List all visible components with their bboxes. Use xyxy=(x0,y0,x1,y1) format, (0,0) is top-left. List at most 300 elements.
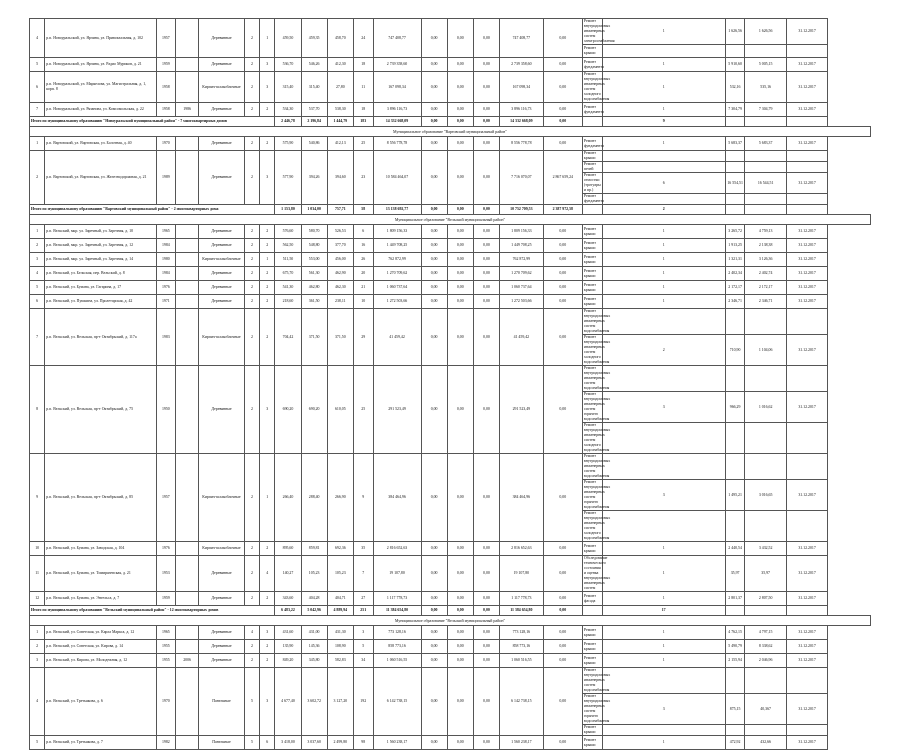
total-owners-funds: 10 752 709,53 xyxy=(500,205,544,215)
residents-count: 18 xyxy=(353,103,373,117)
row-number: 11 xyxy=(30,556,45,592)
unit-cost-limit: 710,90 xyxy=(725,335,745,366)
municipal-share: 0,00 xyxy=(473,640,499,654)
table-row xyxy=(30,654,871,668)
total-regional-share: 0,00 xyxy=(447,205,473,215)
floor-count: 2 xyxy=(244,253,259,267)
other-funds: 0,00 xyxy=(543,253,582,267)
floor-count: 2 xyxy=(244,19,259,58)
floor-count: 2 xyxy=(244,103,259,117)
completion-date: 31.12.2017 xyxy=(786,267,827,281)
completion-date: 31.12.2017 xyxy=(786,542,827,556)
private-area: 108,90 xyxy=(327,640,353,654)
fund-share: 0,00 xyxy=(421,72,447,103)
living-area: 288,40 xyxy=(301,454,327,542)
private-area: 266,90 xyxy=(327,454,353,542)
repair-work-type: Ремонт внутридомовых инженерных систем водоснабжения xyxy=(583,454,611,478)
wall-material: Деревянные xyxy=(199,137,245,151)
other-funds: 0,00 xyxy=(543,654,582,668)
district-total-row xyxy=(30,117,871,127)
living-area: 145,36 xyxy=(301,640,327,654)
fund-share: 0,00 xyxy=(421,626,447,640)
repair-work-type: Ремонт крыши xyxy=(582,225,602,239)
table-row xyxy=(30,454,871,480)
row-number: 5 xyxy=(30,58,45,72)
wall-material: Деревянные xyxy=(199,151,245,205)
register-sheet xyxy=(29,18,871,750)
floor-count: 5 xyxy=(244,736,259,750)
other-funds: 0,00 xyxy=(543,58,582,72)
year-built: 1971 xyxy=(156,295,176,309)
total-area: 3 418,00 xyxy=(275,736,301,750)
wall-material: Деревянные xyxy=(199,626,245,640)
repair-work-count: 3 xyxy=(602,392,725,423)
unit-cost-max: 2 172,17 xyxy=(745,281,786,295)
residents-count: 23 xyxy=(353,151,373,205)
total-area: 218,60 xyxy=(275,295,301,309)
total-owners-funds: 11 384 654,80 xyxy=(500,606,544,616)
row-number: 3 xyxy=(30,654,45,668)
regional-share: 0,00 xyxy=(447,253,473,267)
living-area: 561,30 xyxy=(301,267,327,281)
repair-work-type: Ремонт крыши xyxy=(582,267,602,281)
fund-share: 0,00 xyxy=(421,281,447,295)
unit-cost-max: 1 016,62 xyxy=(745,392,786,423)
total-private-area: 757,71 xyxy=(327,205,353,215)
unit-cost-limit: 532,16 xyxy=(725,72,745,103)
living-area: 553,00 xyxy=(301,253,327,267)
entrance-count: 2 xyxy=(260,225,275,239)
total-repair-count: 9 xyxy=(602,117,725,127)
row-number: 1 xyxy=(30,137,45,151)
floor-count: 2 xyxy=(244,281,259,295)
year-renovated: 1986 xyxy=(176,103,199,117)
repair-work-count: 1 xyxy=(602,542,725,556)
unit-cost-limit: 5 490,79 xyxy=(725,640,745,654)
total-area: 562,50 xyxy=(275,239,301,253)
floor-count: 2 xyxy=(244,640,259,654)
total-other-funds: 0,00 xyxy=(543,117,582,127)
unit-cost-max: 35,97 xyxy=(745,556,786,592)
total-spacer xyxy=(582,117,602,127)
other-funds: 0,00 xyxy=(543,592,582,606)
residents-count: 35 xyxy=(353,542,373,556)
year-built: 1976 xyxy=(156,542,176,556)
other-funds: 0,00 xyxy=(543,556,582,592)
completion-date: 31.12.2017 xyxy=(786,392,827,423)
floor-count: 5 xyxy=(244,668,259,736)
unit-cost-limit xyxy=(725,423,745,454)
house-address: р.п. Вельский, ул. Вельская, пр-т Октябрьский, д. 85 xyxy=(45,454,156,542)
table-row xyxy=(30,137,871,151)
living-area: 315,40 xyxy=(301,72,327,103)
floor-count: 2 xyxy=(244,654,259,668)
other-funds: 0,00 xyxy=(543,366,582,454)
row-number: 5 xyxy=(30,281,45,295)
unit-cost-limit: 2 346,71 xyxy=(725,295,745,309)
total-other-funds: 2 387 972,58 xyxy=(543,205,582,215)
repair-work-type: Ремонт крыши xyxy=(582,151,602,162)
total-owners-funds: 14 332 668,09 xyxy=(500,117,544,127)
repair-work-type: Ремонт внутридомовых инженерных систем горячего водоснабжения xyxy=(583,480,611,509)
municipal-share: 0,00 xyxy=(473,542,499,556)
residents-count: 24 xyxy=(353,19,373,58)
completion-date: 31.12.2017 xyxy=(786,72,827,103)
year-built: 1958 xyxy=(156,103,176,117)
total-cost: 1 449 708,25 xyxy=(373,239,421,253)
table-row xyxy=(30,72,871,103)
repair-work-type: Ремонт внутридомовых инженерных систем электроснабжения xyxy=(583,19,615,43)
repair-work-type: Ремонт внутридомовых инженерных систем водоснабжения xyxy=(583,309,611,333)
living-area: 431,00 xyxy=(301,626,327,640)
entrance-count: 2 xyxy=(260,654,275,668)
total-area: 140,27 xyxy=(275,556,301,592)
year-renovated xyxy=(176,72,199,103)
repair-work-count: 1 xyxy=(602,592,725,606)
total-spacer xyxy=(786,117,827,127)
wall-material: Деревянные xyxy=(199,103,245,117)
total-cost: 1 272 503,66 xyxy=(373,295,421,309)
living-area: 3 602,72 xyxy=(301,668,327,736)
completion-date xyxy=(786,45,827,58)
total-area: 4 677,40 xyxy=(275,668,301,736)
unit-cost-max: 40,367 xyxy=(745,694,786,725)
other-funds: 2 867 659,24 xyxy=(543,151,582,205)
total-label: Итого по муниципальному образованию "Вартовский муниципальный район" - 2 многоквартирных дома xyxy=(30,205,275,215)
house-address: р.п. Вельский, мкр. ул. Заречный, ул. Заречная, д. 12 xyxy=(45,239,156,253)
residents-count: 3 xyxy=(353,626,373,640)
floor-count: 2 xyxy=(244,151,259,205)
total-fund-share: 0,00 xyxy=(421,606,447,616)
total-total-cost: 11 384 654,80 xyxy=(373,606,421,616)
unit-cost-limit: 2 172,17 xyxy=(725,281,745,295)
unit-cost-max xyxy=(745,45,786,58)
total-area: 511,50 xyxy=(275,253,301,267)
residents-count: 5 xyxy=(353,640,373,654)
total-area: 534,30 xyxy=(275,103,301,117)
municipal-share: 0,00 xyxy=(473,239,499,253)
municipal-share: 0,00 xyxy=(473,654,499,668)
unit-cost-max: 2 807,50 xyxy=(745,592,786,606)
total-area: 690,20 xyxy=(275,366,301,454)
unit-cost-limit: 875,15 xyxy=(725,694,745,725)
completion-date xyxy=(786,725,827,736)
private-area: 404,71 xyxy=(327,592,353,606)
unit-cost-limit: 1 321,31 xyxy=(725,253,745,267)
unit-cost-max xyxy=(745,194,786,205)
residents-count: 21 xyxy=(353,281,373,295)
unit-cost-max: 432,66 xyxy=(745,736,786,750)
repair-work-type: Ремонт фундамента xyxy=(582,58,602,72)
total-spacer xyxy=(725,606,745,616)
repair-work-count xyxy=(602,151,725,162)
total-cost: 1 809 156,33 xyxy=(373,225,421,239)
floor-count: 2 xyxy=(244,72,259,103)
entrance-count: 1 xyxy=(260,253,275,267)
regional-share: 0,00 xyxy=(447,668,473,736)
unit-cost-limit: 1 913,25 xyxy=(725,239,745,253)
completion-date: 31.12.2017 xyxy=(786,225,827,239)
residents-count: 10 xyxy=(353,295,373,309)
total-other-funds: 0,00 xyxy=(543,606,582,616)
row-number: 5 xyxy=(30,736,45,750)
floor-count: 2 xyxy=(244,267,259,281)
unit-cost-limit xyxy=(725,162,745,173)
unit-cost-limit: 5 910,60 xyxy=(725,58,745,72)
unit-cost-limit: 2 801,37 xyxy=(725,592,745,606)
row-number: 7 xyxy=(30,309,45,366)
private-area: 692,36 xyxy=(327,542,353,556)
unit-cost-max: 1 626,56 xyxy=(745,19,786,45)
total-area: 315,40 xyxy=(275,72,301,103)
row-number: 2 xyxy=(30,640,45,654)
completion-date xyxy=(786,151,827,162)
total-label: Итого по муниципальному образованию "Вельский муниципальный район" - 12 многоквартирных домов xyxy=(30,606,275,616)
entrance-count: 2 xyxy=(260,239,275,253)
total-residents-count: 183 xyxy=(353,117,373,127)
house-address: р.п. Вельский, ул. Пушкина, ул. Пролетарская, д. 42 xyxy=(45,295,156,309)
repair-work-count: 1 xyxy=(602,19,725,45)
living-area: 462,80 xyxy=(301,281,327,295)
house-address: р.п. Вельский, ул. Советская, ул. Кирова, д. 14 xyxy=(45,640,156,654)
completion-date: 31.12.2017 xyxy=(786,295,827,309)
fund-share: 0,00 xyxy=(421,640,447,654)
repair-work-count: 3 xyxy=(602,694,725,725)
repair-work-count: 3 xyxy=(602,480,725,511)
total-living-area: 2 196,84 xyxy=(301,117,327,127)
repair-work-count: 1 xyxy=(602,225,725,239)
house-address: р.п. Новоуральский, ул. Ярчина, ул. Радио Муриков, д. 21 xyxy=(45,58,156,72)
entrance-count: 2 xyxy=(260,103,275,117)
district-header-row xyxy=(30,215,871,225)
district-title: Муниципальное образование "Вельский муниципальный район" xyxy=(30,215,871,225)
unit-cost-limit: 966,29 xyxy=(725,392,745,423)
year-renovated xyxy=(176,640,199,654)
regional-share: 0,00 xyxy=(447,225,473,239)
total-cost: 762 872,99 xyxy=(373,253,421,267)
wall-material: Деревянные xyxy=(199,295,245,309)
total-total-cost: 14 332 668,09 xyxy=(373,117,421,127)
other-funds: 0,00 xyxy=(543,137,582,151)
living-area: 690,20 xyxy=(301,366,327,454)
other-funds: 0,00 xyxy=(543,295,582,309)
fund-share: 0,00 xyxy=(421,542,447,556)
owners-funds: 8 556 778,78 xyxy=(500,137,544,151)
floor-count: 2 xyxy=(244,137,259,151)
municipal-share: 0,00 xyxy=(473,151,499,205)
repair-work-type: Ремонт крыши xyxy=(582,281,602,295)
table-row xyxy=(30,366,871,392)
unit-cost-limit: 35,97 xyxy=(725,556,745,592)
completion-date: 31.12.2017 xyxy=(786,58,827,72)
wall-material: Кирпич-шлакоблочные xyxy=(199,542,245,556)
owners-funds: 1 449 708,25 xyxy=(500,239,544,253)
house-address: р.п. Вельский, ул. Вельская, пр-т Октябрьский, д. 75 xyxy=(45,366,156,454)
year-renovated xyxy=(176,225,199,239)
floor-count: 2 xyxy=(244,239,259,253)
total-living-area: 5 042,96 xyxy=(301,606,327,616)
house-address: р.п. Вельский, ул. Бельская, пер. Вельский, д. 8 xyxy=(45,267,156,281)
entrance-count: 3 xyxy=(260,58,275,72)
table-row xyxy=(30,542,871,556)
other-funds: 0,00 xyxy=(543,640,582,654)
completion-date: 31.12.2017 xyxy=(786,281,827,295)
repair-work-type: Ремонт внутридомовых инженерных систем холодного водоснабжения xyxy=(583,423,611,452)
floor-count: 2 xyxy=(244,592,259,606)
regional-share: 0,00 xyxy=(447,137,473,151)
completion-date: 31.12.2017 xyxy=(786,654,827,668)
living-area: 404,28 xyxy=(301,592,327,606)
owners-funds: 1 060 737,64 xyxy=(500,281,544,295)
row-number: 2 xyxy=(30,239,45,253)
private-area: 238,11 xyxy=(327,295,353,309)
row-number: 4 xyxy=(30,668,45,736)
total-fund-share: 0,00 xyxy=(421,117,447,127)
living-area: 394,26 xyxy=(301,151,327,205)
row-number: 6 xyxy=(30,72,45,103)
repair-work-count: 1 xyxy=(602,58,725,72)
row-number: 4 xyxy=(30,19,45,58)
total-cost: 1 560 238,17 xyxy=(373,736,421,750)
row-number: 8 xyxy=(30,366,45,454)
repair-work-count: 1 xyxy=(602,267,725,281)
total-repair-count: 2 xyxy=(602,205,725,215)
total-area: 575,90 xyxy=(275,137,301,151)
fund-share: 0,00 xyxy=(421,654,447,668)
repair-work-type: Ремонт печей xyxy=(582,162,602,173)
table-row xyxy=(30,626,871,640)
regional-share: 0,00 xyxy=(447,626,473,640)
owners-funds: 762 872,99 xyxy=(500,253,544,267)
year-built: 1950 xyxy=(156,366,176,454)
other-funds: 0,00 xyxy=(543,542,582,556)
total-spacer xyxy=(745,205,786,215)
table-row xyxy=(30,668,871,694)
fund-share: 0,00 xyxy=(421,454,447,542)
completion-date: 31.12.2017 xyxy=(786,335,827,366)
regional-share: 0,00 xyxy=(447,151,473,205)
table-row xyxy=(30,103,871,117)
wall-material: Панельные xyxy=(199,668,245,736)
municipal-share: 0,00 xyxy=(473,267,499,281)
repair-work-type: Обследование технического состояния и оценка внутридомовых инженерных систем xyxy=(583,556,611,590)
year-built: 1955 xyxy=(156,640,176,654)
house-address: р.п. Вельский, ул. Кирова, ул. Молодежная, д. 12 xyxy=(45,654,156,668)
other-funds: 0,00 xyxy=(543,281,582,295)
completion-date: 31.12.2017 xyxy=(786,736,827,750)
repair-work-count xyxy=(602,423,725,454)
total-municipal-share: 0,00 xyxy=(473,606,499,616)
entrance-count: 2 xyxy=(260,309,275,366)
repair-work-type: Ремонт фундамента xyxy=(582,137,602,151)
private-area: 394,60 xyxy=(327,151,353,205)
house-address: р.п. Новоуральский, ул. Рязанова, ул. Комсомольская, д. 22 xyxy=(45,103,156,117)
total-total-area: 1 153,80 xyxy=(275,205,301,215)
house-address: р.п. Вельский, мкр. ул. Заречный, ул. Заречная, д. 10 xyxy=(45,225,156,239)
private-area: 526,53 xyxy=(327,225,353,239)
unit-cost-max xyxy=(745,151,786,162)
year-built: 1959 xyxy=(156,58,176,72)
unit-cost-limit: 16 554,51 xyxy=(725,173,745,194)
repair-work-count: 6 xyxy=(602,173,725,194)
year-built: 1983 xyxy=(156,309,176,366)
row-number: 2 xyxy=(30,151,45,205)
private-area: 371,50 xyxy=(327,309,353,366)
repair-work-type: Ремонт крыши xyxy=(582,725,602,736)
year-renovated xyxy=(176,19,199,58)
residents-count: 98 xyxy=(353,736,373,750)
completion-date xyxy=(786,366,827,392)
owners-funds: 384 464,96 xyxy=(500,454,544,542)
table-row xyxy=(30,556,871,592)
total-cost: 858 773,16 xyxy=(373,640,421,654)
repair-work-type: Ремонт внутридомовых инженерных систем горячего водоснабжения xyxy=(583,694,611,723)
total-cost: 10 584 464,07 xyxy=(373,151,421,205)
other-funds: 0,00 xyxy=(543,19,582,58)
total-spacer xyxy=(725,117,745,127)
wall-material: Деревянные xyxy=(199,267,245,281)
unit-cost-limit xyxy=(725,151,745,162)
unit-cost-limit: 472,92 xyxy=(725,736,745,750)
table-row xyxy=(30,58,871,72)
residents-count: 11 xyxy=(353,72,373,103)
total-area: 266,40 xyxy=(275,454,301,542)
municipal-share: 0,00 xyxy=(473,454,499,542)
entrance-count: 3 xyxy=(260,668,275,736)
wall-material: Кирпич-шлакоблочные xyxy=(199,253,245,267)
repair-work-type: Ремонт крыши xyxy=(582,626,602,640)
repair-work-count: 1 xyxy=(602,137,725,151)
repair-work-count: 1 xyxy=(602,626,725,640)
year-renovated xyxy=(176,592,199,606)
repair-work-type: Ремонт крыши xyxy=(582,736,602,750)
unit-cost-limit: 1 626,56 xyxy=(725,19,745,45)
completion-date xyxy=(786,423,827,454)
repair-work-type: Ремонт крыши xyxy=(582,542,602,556)
year-renovated xyxy=(176,542,199,556)
owners-funds: 1 270 709,62 xyxy=(500,267,544,281)
repair-work-count xyxy=(602,309,725,335)
completion-date: 31.12.2017 xyxy=(786,103,827,117)
regional-share: 0,00 xyxy=(447,72,473,103)
house-address: р.п. Вартовский, ул. Вартовская, ул. Болотная, д. 40 xyxy=(45,137,156,151)
fund-share: 0,00 xyxy=(421,295,447,309)
total-cost: 384 464,96 xyxy=(373,454,421,542)
regional-share: 0,00 xyxy=(447,58,473,72)
entrance-count: 2 xyxy=(260,281,275,295)
municipal-share: 0,00 xyxy=(473,592,499,606)
residents-count: 16 xyxy=(353,239,373,253)
wall-material: Деревянные xyxy=(199,556,245,592)
year-renovated xyxy=(176,58,199,72)
municipal-share: 0,00 xyxy=(473,556,499,592)
residents-count: 26 xyxy=(353,253,373,267)
municipal-share: 0,00 xyxy=(473,309,499,366)
completion-date: 31.12.2017 xyxy=(786,173,827,194)
other-funds: 0,00 xyxy=(543,736,582,750)
wall-material: Кирпич-шлакоблочные xyxy=(199,72,245,103)
repair-work-type: Ремонт фундамента xyxy=(582,103,602,117)
house-address: р.п. Вельский, ул. Советская, ул. Карла Маркса, д. 12 xyxy=(45,626,156,640)
entrance-count: 2 xyxy=(260,137,275,151)
regional-share: 0,00 xyxy=(447,309,473,366)
entrance-count: 3 xyxy=(260,366,275,454)
unit-cost-max xyxy=(745,668,786,694)
year-built: 1965 xyxy=(156,626,176,640)
house-address: р.п. Вельский, ул. Бумана, ул. Заводская, д. 104 xyxy=(45,542,156,556)
residents-count: 192 xyxy=(353,668,373,736)
owners-funds: 773 128,16 xyxy=(500,626,544,640)
